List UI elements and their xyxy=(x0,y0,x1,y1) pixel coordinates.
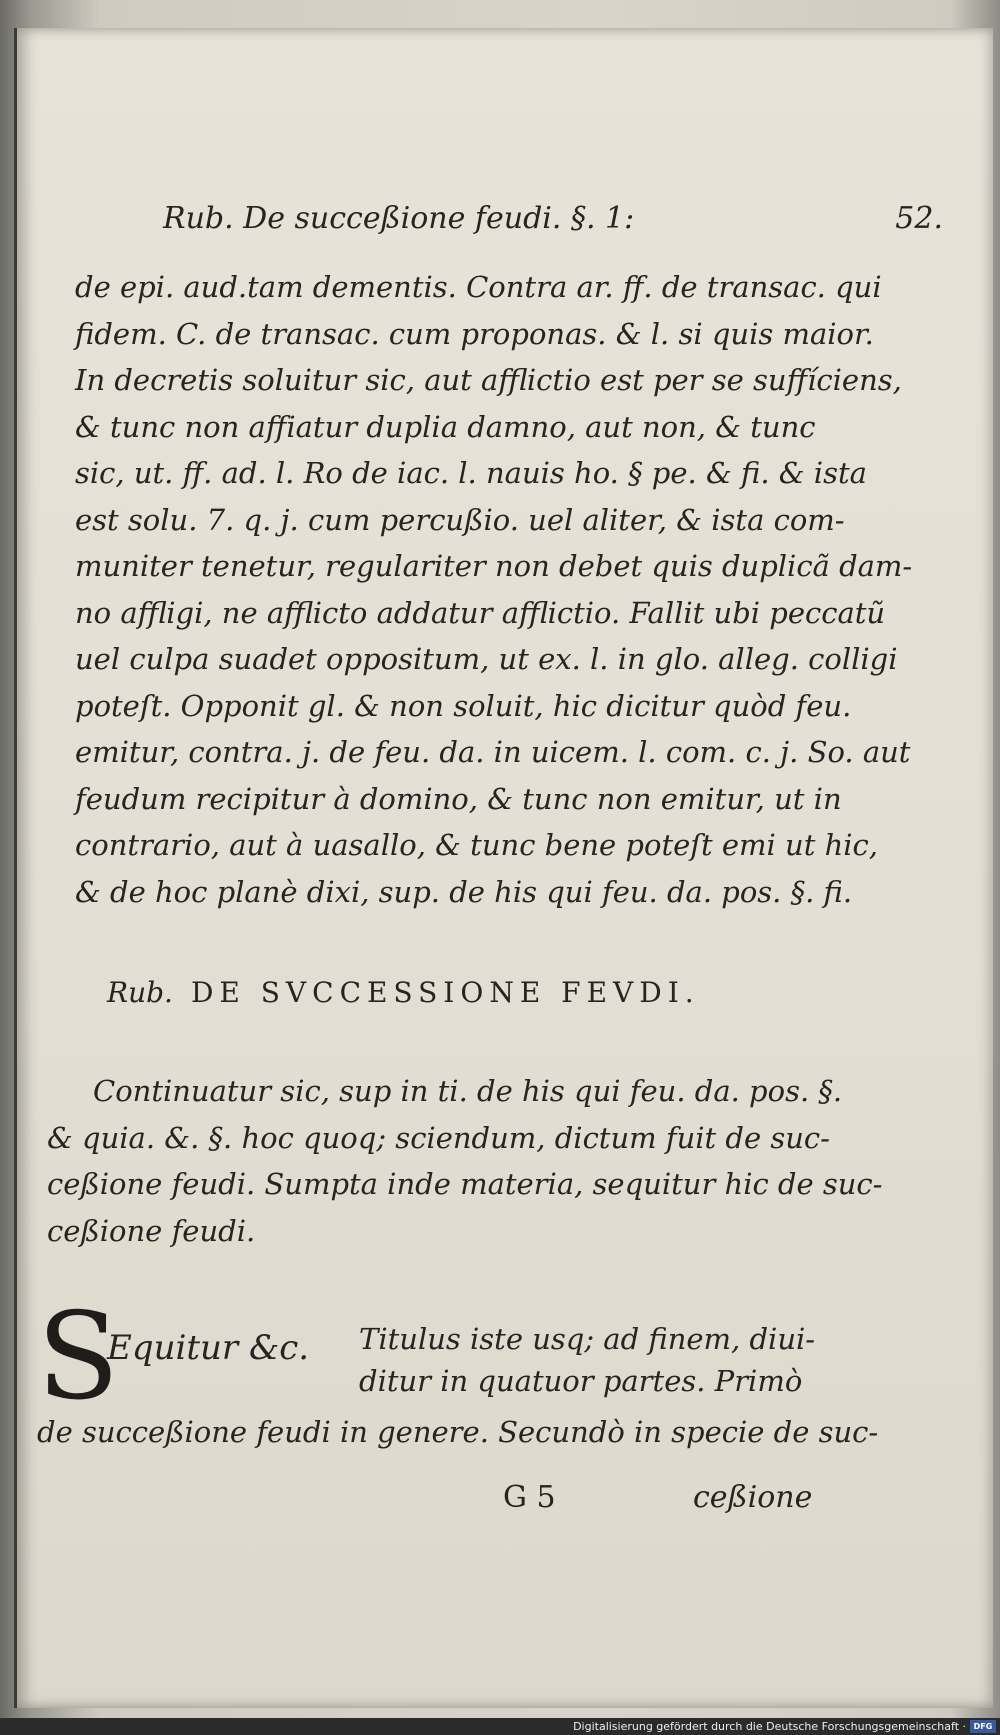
text-line: sic, ut. ff. ad. l. Ro de iac. l. nauis ho. § pe. & fi. & ista xyxy=(75,456,867,490)
dfg-logo: DFG xyxy=(970,1720,996,1733)
text-line: Continuatur sic, sup in ti. de his qui feu. da. pos. §. xyxy=(93,1074,843,1108)
side-text xyxy=(359,1318,815,1402)
text-line: & de hoc planè dixi, sup. de his qui feu. da. pos. §. fi. xyxy=(75,874,853,909)
text-line: de succeßione feudi in genere. Secundò in specie de suc- xyxy=(37,1415,879,1449)
text-line: & tunc non affiatur duplia damno, aut non, & tunc xyxy=(75,409,816,444)
text-line: ceßione feudi. Sumpta inde materia, sequitur hic de suc- xyxy=(47,1167,883,1201)
text-line: fidem. C. de transac. cum proponas. & l. si quis maior. xyxy=(75,316,874,351)
opening-words: Equitur &c. xyxy=(107,1328,310,1368)
text-line: & quia. &. §. hoc quoq; sciendum, dictum fuit de suc- xyxy=(47,1120,830,1155)
text-line: muniter tenetur, regulariter non debet quis duplicã dam- xyxy=(75,549,913,583)
text-line: uel culpa suadet oppositum, ut ex. l. in glo. alleg. colligi xyxy=(75,642,898,676)
footer-credit: Digitalisierung gefördert durch die Deutsche Forschungsgemeinschaft · xyxy=(573,1720,966,1733)
book-page xyxy=(14,28,993,1708)
text-line: poteſt. Opponit gl. & non soluit, hic dicitur quòd feu. xyxy=(75,688,852,723)
section-text xyxy=(37,1408,878,1456)
text-line: Titulus iste usq; ad finem, diui- xyxy=(359,1322,816,1356)
running-header xyxy=(163,196,943,243)
catchword: ceßione xyxy=(693,1480,813,1515)
drop-cap: S xyxy=(37,1288,120,1427)
folio-number: 52. xyxy=(895,201,943,236)
digitization-footer xyxy=(0,1718,1000,1735)
rubric-prefix: Rub. xyxy=(107,976,173,1009)
text-line: ditur in quatuor partes. Primò xyxy=(359,1364,803,1398)
text-line: In decretis soluitur sic, aut afflictio est per se suffíciens, xyxy=(75,363,902,397)
continuation-paragraph xyxy=(47,1068,882,1254)
text-line: de epi. aud.tam dementis. Contra ar. ff. de transac. qui xyxy=(75,270,882,304)
text-line: est solu. 7. q. j. cum percußio. uel aliter, & ista com- xyxy=(75,502,845,537)
text-line: ceßione feudi. xyxy=(47,1213,256,1248)
text-line: no affligi, ne afflicto addatur afflictio. Fallit ubi peccatũ xyxy=(75,595,886,630)
text-line: contrario, aut à uasallo, & tunc bene poteſt emi ut hic, xyxy=(75,828,878,862)
text-line: emitur, contra. j. de feu. da. in uicem. l. com. c. j. So. aut xyxy=(75,735,911,769)
section-rubric xyxy=(107,976,700,1009)
rubric-title: DE SVCCESSIONE FEVDI. xyxy=(190,976,700,1009)
running-title: Rub. De succeßione feudi. §. 1: xyxy=(163,201,635,236)
text-line: feudum recipitur à domino, & tunc non emitur, ut in xyxy=(75,781,842,816)
signature-mark: G 5 xyxy=(503,1480,556,1515)
body-text xyxy=(75,264,912,915)
